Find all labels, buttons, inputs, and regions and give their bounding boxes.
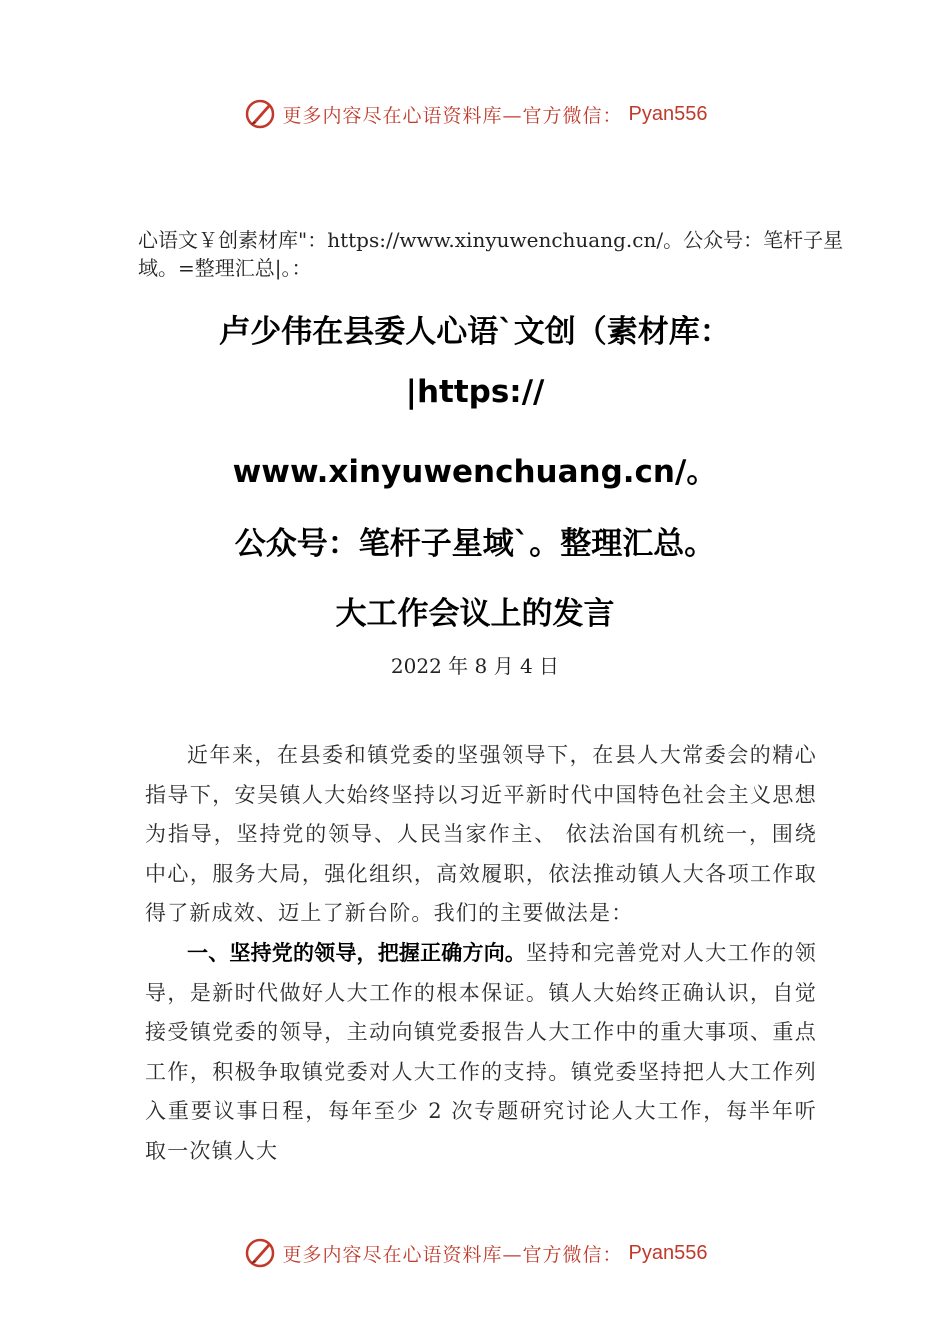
paragraph-section-1 — [145, 934, 817, 1172]
quill-logo-icon — [243, 1236, 277, 1270]
document-body — [145, 736, 817, 1172]
paragraph-intro — [145, 736, 817, 934]
quill-logo-icon — [243, 97, 277, 131]
footer-banner — [0, 1233, 950, 1273]
header-banner — [0, 94, 950, 134]
title-line-3: www.xinyuwenchuang.cn/。 — [232, 454, 718, 490]
section-1-text: 坚持和完善党对人大工作的领导，是新时代做好人大工作的根本保证。镇人大始终正确认识，自觉接受镇党委的领导，主动向镇党委报告人大工作中的重大事项、重点工作，积极争取镇党委对人大工作的支持。镇党委坚持把人大工作列入重要议事日程，每年至少 2 次专题研究讨论人大工作，每半年听取一次镇人大 — [145, 940, 818, 1163]
footer-banner-text: 更多内容尽在心语资料库—官方微信： — [282, 1243, 623, 1266]
speech-date: 2022 年 8 月 4 日 — [390, 654, 560, 678]
title-line-1: 卢少伟在县委人心语`文创（素材库： — [219, 314, 731, 350]
section-1-heading: 一、坚持党的领导，把握正确方向。 — [187, 940, 527, 965]
title-line-4: 公众号：笔杆子星域`。整理汇总。 — [234, 526, 716, 562]
header-wechat-id: Pyan556 — [628, 102, 708, 125]
footer-wechat-id: Pyan556 — [628, 1241, 708, 1264]
intro-line: 心语文￥创素材库"：https://www.xinyuwenchuang.cn/。公众号：笔杆子星域。=整理汇总|。： — [138, 228, 844, 280]
header-banner-text: 更多内容尽在心语资料库—官方微信： — [282, 104, 623, 127]
paragraph-intro-text: 近年来，在县委和镇党委的坚强领导下，在县人大常委会的精心指导下，安吴镇人大始终坚持以习近平新时代中国特色社会主义思想为指导，坚持党的领导、人民当家作主、 依法治国有机统一，围绕中心，服务大局，强化组织，高效履职，依法推动镇人大各项工作取得了新成效、迈上了新台阶。我们的主要做法是： — [145, 743, 817, 926]
title-line-5: 大工作会议上的发言 — [335, 596, 615, 632]
title-line-2: |https:// — [405, 374, 545, 410]
